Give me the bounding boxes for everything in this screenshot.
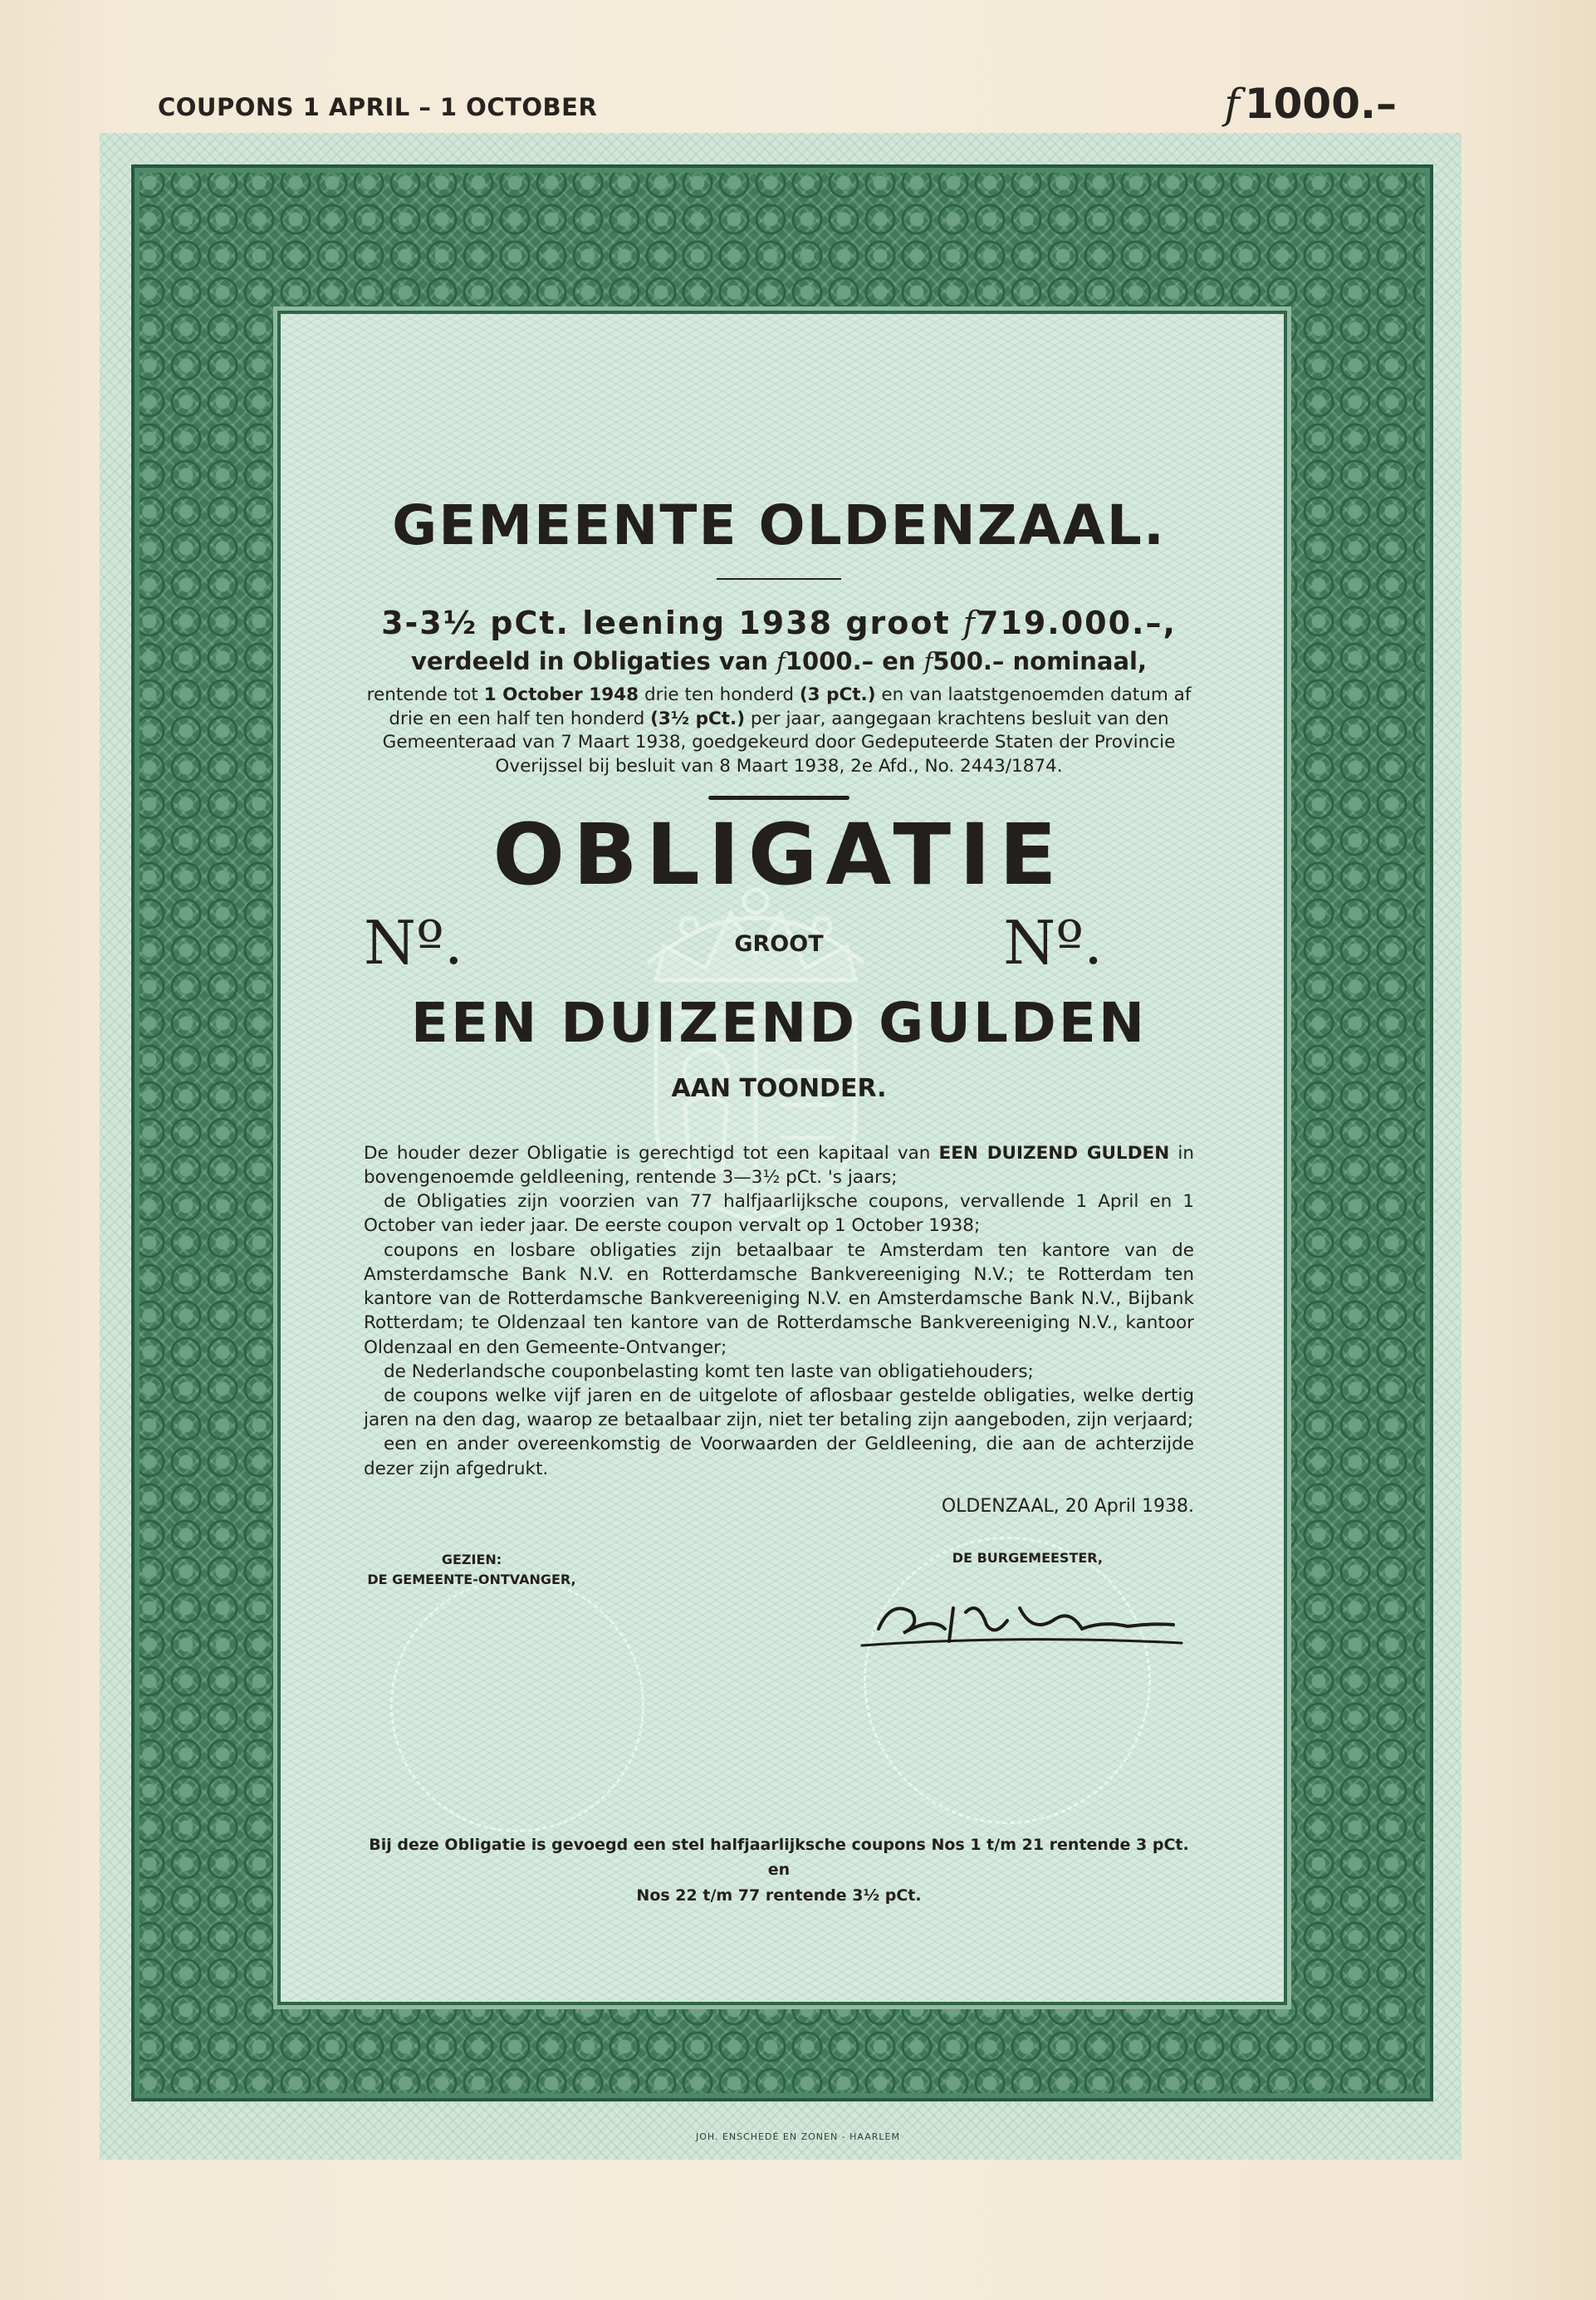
certificate-content (364, 493, 1194, 1908)
terms-part-3: en van laatstgenoemden datum af drie en een half ten honderd (389, 684, 1192, 729)
coupon-note (364, 1832, 1194, 1908)
condition-payable: coupons en losbare obligaties zijn betaalbaar te Amsterdam ten kantore van de Amsterdamsche Bank N.V. en Rotterdamsche Bankvereeniging N.V.; te Rotterdam ten kantore van de Rotterdamsche Bankvereeniging N.V. en Amsterdamsche Bank N.V., Bijbank Rotterdam; te Oldenzaal ten kantore van de Rotterdamsche Bankvereeniging N.V., kantoor Oldenzaal en den Gemeente-Ontvanger; (364, 1239, 1194, 1358)
interest-terms (364, 684, 1194, 778)
number-label-left: Nº. (364, 907, 463, 978)
denominations-line (364, 646, 1194, 678)
condition-tax: de Nederlandsche couponbelasting komt ten laste van obligatiehouders; (384, 1361, 1034, 1382)
mayor-signature-icon (854, 1583, 1186, 1658)
face-value (1224, 80, 1397, 128)
denominations-intro: verdeeld in Obligaties van (411, 646, 769, 675)
groot-label: GROOT (734, 930, 824, 957)
terms-date: 1 October 1948 (483, 684, 639, 706)
amount-in-words: EEN DUIZEND GULDEN (410, 990, 1148, 1055)
denomination-2: 500.– nominaal, (933, 646, 1147, 675)
condition-capital-amount: EEN DUIZEND GULDEN (938, 1142, 1170, 1164)
coupons-schedule: COUPONS 1 APRIL – 1 OCTOBER (158, 93, 598, 121)
receiver-block (364, 1550, 580, 1590)
coupon-note-line-1: Bij deze Obligatie is gevoegd een stel halfjaarlijksche coupons Nos 1 t/m 21 rentende 3 pCt. en (369, 1835, 1189, 1880)
mayor-label: DE BURGEMEESTER, (952, 1549, 1103, 1566)
coupon-note-line-2: Nos 22 t/m 77 rentende 3½ pCt. (636, 1886, 922, 1905)
condition-terms: een en ander overeenkomstig de Voorwaarden der Geldleening, die aan de achterzijde dezer zijn afgedrukt. (364, 1434, 1194, 1479)
terms-part-4: per jaar, aangegaan krachtens besluit van den Gemeenteraad van 7 Maart 1938, goedgekeurd door Gedeputeerde Staten der Provincie Overijssel bij besluit van 8 Maart 1938, 2e Afd., No. 2443/1874. (382, 708, 1176, 777)
condition-capital-rate: in bovengenoemde geldleening, rentende 3—3½ pCt. 's jaars; (364, 1142, 1194, 1188)
bearer-label: AAN TOONDER. (671, 1073, 887, 1103)
receiver-label: DE GEMEENTE-ONTVANGER, (367, 1571, 576, 1587)
terms-part-1: rentende tot (366, 684, 478, 706)
denom-florin-sign-1: f (776, 646, 786, 675)
place-and-date: OLDENZAAL, 20 April 1938. (941, 1495, 1194, 1517)
printer-credit: JOH. ENSCHEDÉ EN ZONEN - HAARLEM (695, 2131, 901, 2142)
condition-coupons: de Obligaties zijn voorzien van 77 halfjaarlijksche coupons, vervallende 1 April en 1 October van ieder jaar. De eerste coupon vervalt op 1 October 1938; (364, 1191, 1194, 1237)
condition-capital (364, 1141, 1194, 1189)
number-label-right: Nº. (1003, 907, 1103, 978)
bond-conditions (364, 1141, 1194, 1481)
issuer-title: GEMEENTE OLDENZAAL. (392, 493, 1166, 557)
divider-heavy (708, 796, 849, 800)
gezien-label: GEZIEN: (441, 1551, 502, 1567)
loan-line (364, 605, 1194, 643)
terms-part-2: drie ten honderd (644, 684, 794, 706)
loan-florin-sign: f (962, 605, 977, 641)
document-type: OBLIGATIE (492, 805, 1065, 905)
signature-row (364, 1550, 1194, 1716)
terms-rate-1: (3 pCt.) (799, 684, 876, 706)
terms-rate-2: (3½ pCt.) (650, 708, 746, 729)
face-value-amount: 1000.– (1244, 80, 1397, 128)
florin-sign: f (1224, 80, 1240, 128)
condition-expiry: de coupons welke vijf jaren en de uitgelote of aflosbaar gestelde obligaties, welke dertig jaren na den dag, waarop ze betaalbaar zijn, niet ter betaling zijn aangeboden, zijn verjaard; (364, 1385, 1194, 1431)
denom-florin-sign-2: f (923, 646, 933, 675)
loan-total: 719.000.–, (976, 605, 1177, 641)
denomination-1: 1000.– en (785, 646, 916, 675)
condition-capital-text: De houder dezer Obligatie is gerechtigd tot een kapitaal van (364, 1142, 931, 1164)
number-row (364, 907, 1194, 988)
divider-short (717, 578, 841, 580)
loan-description: 3-3½ pCt. leening 1938 groot (381, 605, 951, 641)
